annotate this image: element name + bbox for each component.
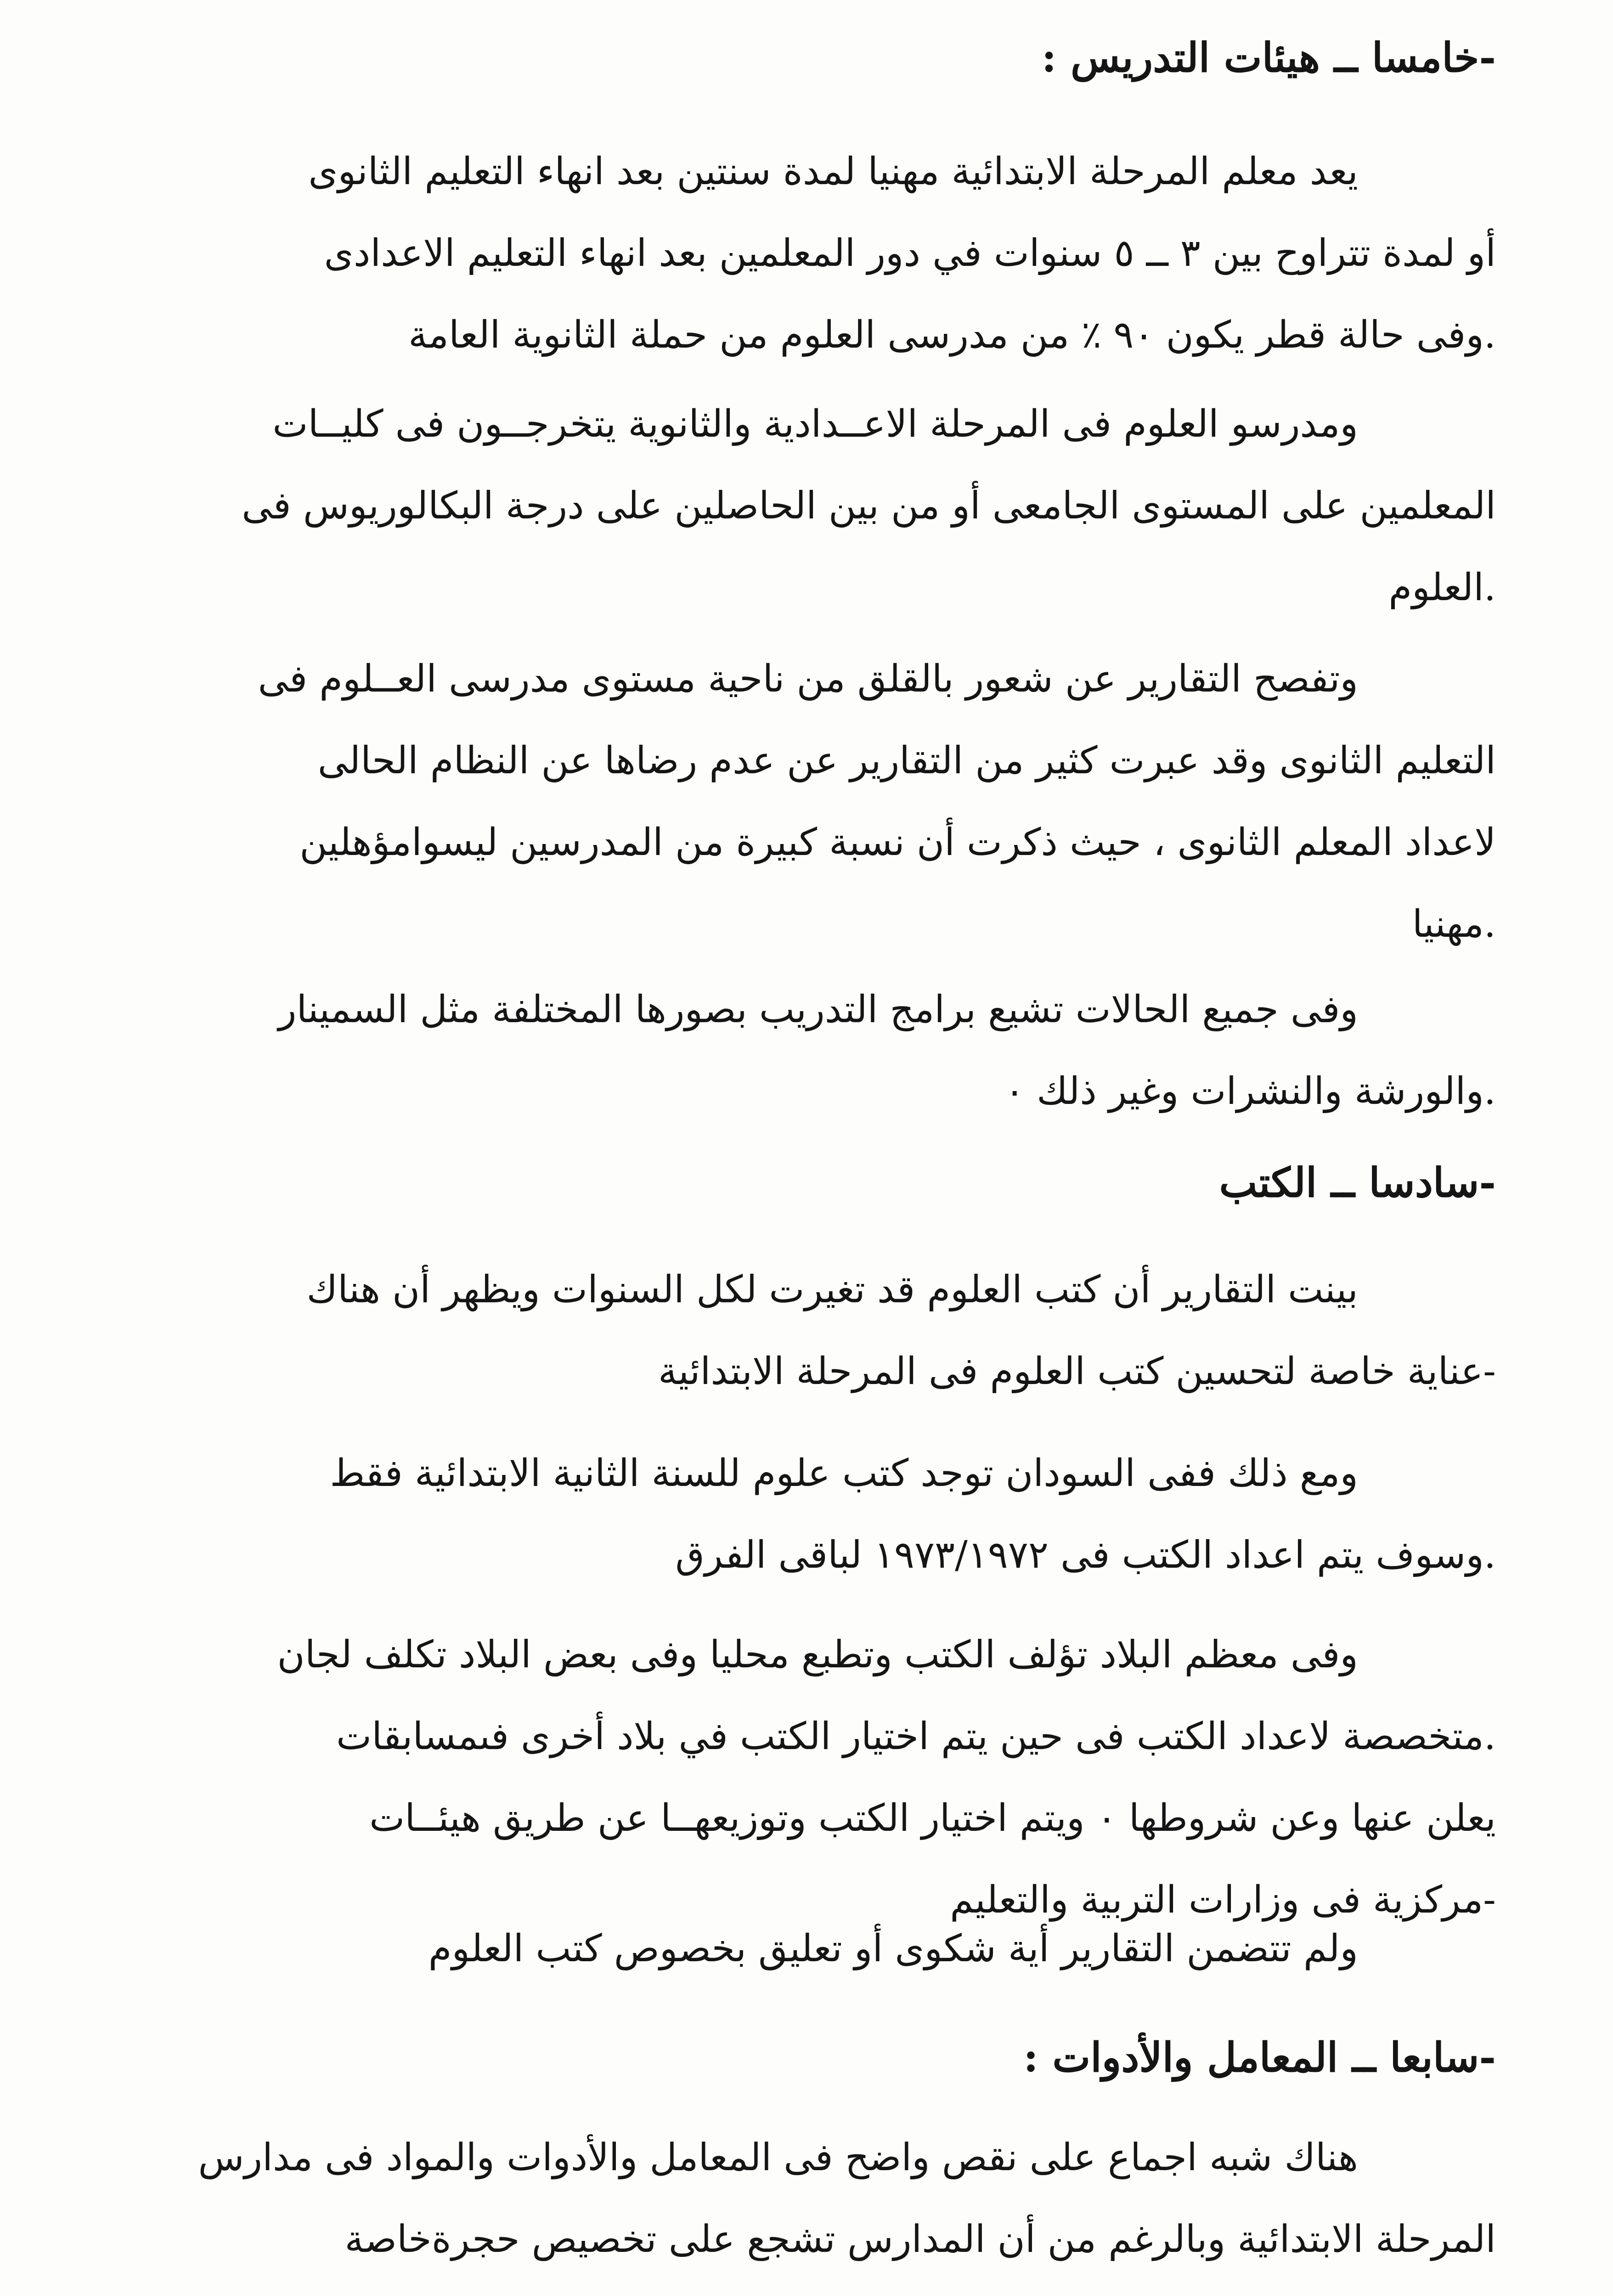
text-line: المرحلة الابتدائية وبالرغم من أن المدارس تشجع على تخصيص حجرةخاصة [344,2217,1496,2261]
text-line: -عناية خاصة لتحسين كتب العلوم فى المرحلة الابتدائية [658,1350,1496,1393]
text-line: -مركزية فى وزارات التربية والتعليم [950,1878,1496,1922]
text-line: بينت التقارير أن كتب العلوم قد تغيرت لكل السنوات ويظهر أن هناك [306,1268,1358,1311]
text-line: المعلمين على المستوى الجامعى أو من بين الحاصلين على درجة البكالوريوس فى [242,484,1496,528]
paragraph [117,2117,1496,2296]
text-line: لاعداد المعلم الثانوى ، حيث ذكرت أن نسبة كبيرة من المدرسين ليسوامؤهلين [299,821,1496,864]
text-line: .العلوم [1388,566,1496,609]
text-line: ومع ذلك ففى السودان توجد كتب علوم للسنة الثانية الابتدائية فقط [330,1452,1358,1495]
paragraph [117,1433,1496,1596]
paragraph [117,383,1496,629]
paragraph [117,1249,1496,1412]
paragraph [117,638,1496,965]
text-line: .والورشة والنشرات وغير ذلك ٠ [1004,1069,1496,1113]
text-line: التعليم الثانوى وقد عبرت كثير من التقارير عن عدم رضاها عن النظام الحالى [317,739,1496,782]
text-line: ومدرسو العلوم فى المرحلة الاعــدادية والثانوية يتخرجــون فى كليــات [272,402,1358,446]
text-line: ولم تتضمن التقارير أية شكوى أو تعليق بخصوص كتب العلوم [428,1927,1358,1970]
paragraph [117,1614,1496,1941]
paragraph [117,969,1496,1132]
section-heading-labs-equipment: -سابعا ــ المعامل والأدوات : [1023,2033,1496,2081]
text-line: يعلن عنها وعن شروطها ٠ ويتم اختيار الكتب وتوزيعهــا عن طريق هيئــات [369,1796,1496,1840]
paragraph [117,1908,1496,1990]
text-line: يعد معلم المرحلة الابتدائية مهنيا لمدة سنتين بعد انهاء التعليم الثانوى [308,150,1358,193]
text-line: وتفصح التقارير عن شعور بالقلق من ناحية مستوى مدرسى العــلوم فى [258,657,1358,701]
text-line: .مهنيا [1412,902,1496,946]
text-line [117,2280,1496,2296]
text-line: .متخصصة لاعداد الكتب فى حين يتم اختيار الكتب في بلاد أخرى فىمسابقات [336,1715,1496,1758]
text-line: وفى جميع الحالات تشيع برامج التدريب بصورها المختلفة مثل السمينار [278,988,1358,1031]
text-line: أو لمدة تتراوح بين ٣ ــ ٥ سنوات في دور المعلمين بعد انهاء التعليم الاعدادى [324,231,1496,275]
section-heading-teaching-staff: -خامسا ــ هيئات التدريس : [1041,34,1496,81]
text-line: .وسوف يتم اعداد الكتب فى ١٩٧٣/١٩٧٢ لباقى الفرق [675,1533,1496,1577]
text-line: هناك شبه اجماع على نقص واضح فى المعامل والأدوات والمواد فى مدارس [198,2136,1358,2179]
section-heading-books: -سادسا ــ الكتب [1219,1159,1496,1206]
text-line: وفى معظم البلاد تؤلف الكتب وتطبع محليا وفى بعض البلاد تكلف لجان [277,1633,1358,1677]
text-line: .وفى حالة قطر يكون ٩٠ ٪ من مدرسى العلوم من حملة الثانوية العامة [408,313,1496,357]
paragraph [117,131,1496,376]
